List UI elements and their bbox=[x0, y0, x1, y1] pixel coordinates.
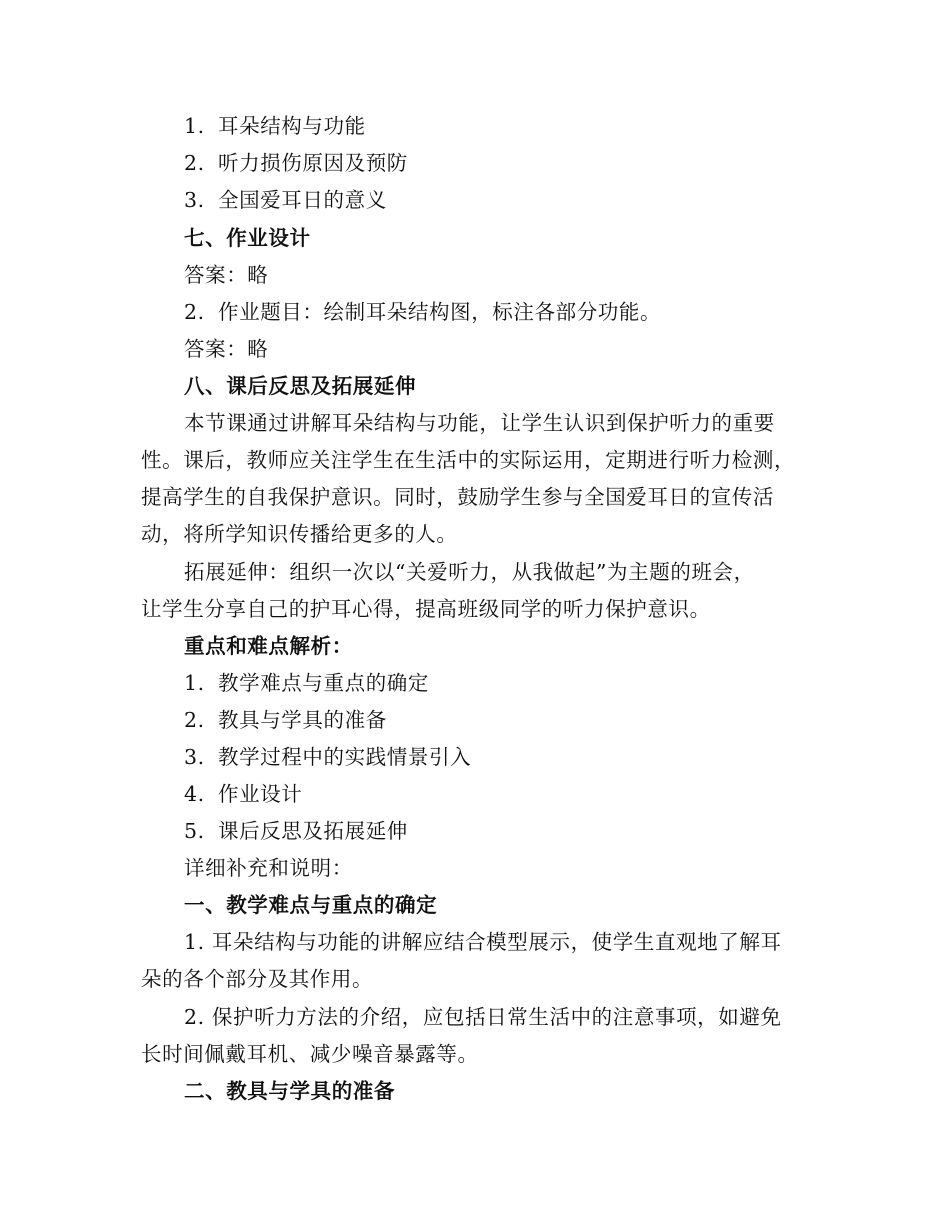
paragraph-line: 1. 耳朵结构与功能的讲解应结合模型展示，使学生直观地了解耳 bbox=[184, 930, 782, 954]
section-heading-reflection: 八、课后反思及拓展延伸 bbox=[184, 374, 417, 398]
list-item-number: 3. bbox=[184, 745, 205, 769]
list-item bbox=[184, 670, 429, 696]
answer-text: 答案：略 bbox=[184, 337, 269, 361]
list-item bbox=[184, 187, 387, 213]
list-item-number: 1. bbox=[184, 114, 205, 138]
paragraph-line: 性。课后，教师应关注学生在生活中的实际运用，定期进行听力检测， bbox=[141, 448, 796, 472]
list-item bbox=[184, 744, 471, 770]
paragraph-line: 动，将所学知识传播给更多的人。 bbox=[141, 522, 458, 546]
list-item-text: 作业题目：绘制耳朵结构图，标注各部分功能。 bbox=[218, 300, 662, 324]
list-item-number: 2. bbox=[184, 708, 205, 732]
list-item-text: 耳朵结构与功能 bbox=[218, 114, 366, 138]
list-item bbox=[184, 818, 408, 844]
list-item-text: 作业设计 bbox=[218, 782, 303, 806]
list-item-text: 全国爱耳日的意义 bbox=[218, 188, 387, 212]
list-item bbox=[184, 781, 302, 807]
list-item-text: 教学难点与重点的确定 bbox=[218, 671, 429, 695]
list-item-number: 4. bbox=[184, 782, 205, 806]
list-item-number: 3. bbox=[184, 188, 205, 212]
list-item-text: 课后反思及拓展延伸 bbox=[218, 819, 408, 843]
list-item-number: 5. bbox=[184, 819, 205, 843]
list-item-text: 教学过程中的实践情景引入 bbox=[218, 745, 472, 769]
supplement-label: 详细补充和说明： bbox=[184, 856, 353, 880]
section-heading-teaching-aids: 二、教具与学具的准备 bbox=[184, 1079, 395, 1103]
list-item bbox=[184, 150, 408, 176]
list-item-text: 听力损伤原因及预防 bbox=[218, 151, 408, 175]
list-item bbox=[184, 113, 366, 139]
answer-text: 答案：略 bbox=[184, 263, 269, 287]
paragraph-line: 提高学生的自我保护意识。同时，鼓励学生参与全国爱耳日的宣传活 bbox=[141, 485, 774, 509]
paragraph-line: 本节课通过讲解耳朵结构与功能，让学生认识到保护听力的重要 bbox=[184, 411, 775, 435]
section-heading-key-points: 重点和难点解析： bbox=[184, 634, 353, 658]
list-item-number: 1. bbox=[184, 671, 205, 695]
list-item bbox=[184, 707, 387, 733]
list-item-number: 2. bbox=[184, 300, 205, 324]
paragraph-line: 拓展延伸：组织一次以“关爱听力，从我做起”为主题的班会， bbox=[184, 560, 755, 584]
paragraph-line: 长时间佩戴耳机、减少噪音暴露等。 bbox=[141, 1042, 479, 1066]
list-item-text: 教具与学具的准备 bbox=[218, 708, 387, 732]
list-item-number: 2. bbox=[184, 151, 205, 175]
section-heading-difficulty: 一、教学难点与重点的确定 bbox=[184, 893, 438, 917]
list-item bbox=[184, 299, 661, 325]
section-heading-homework: 七、作业设计 bbox=[184, 226, 311, 250]
paragraph-line: 2. 保护听力方法的介绍，应包括日常生活中的注意事项，如避免 bbox=[184, 1005, 782, 1029]
paragraph-line: 朵的各个部分及其作用。 bbox=[141, 967, 374, 991]
paragraph-line: 让学生分享自己的护耳心得，提高班级同学的听力保护意识。 bbox=[141, 597, 711, 621]
